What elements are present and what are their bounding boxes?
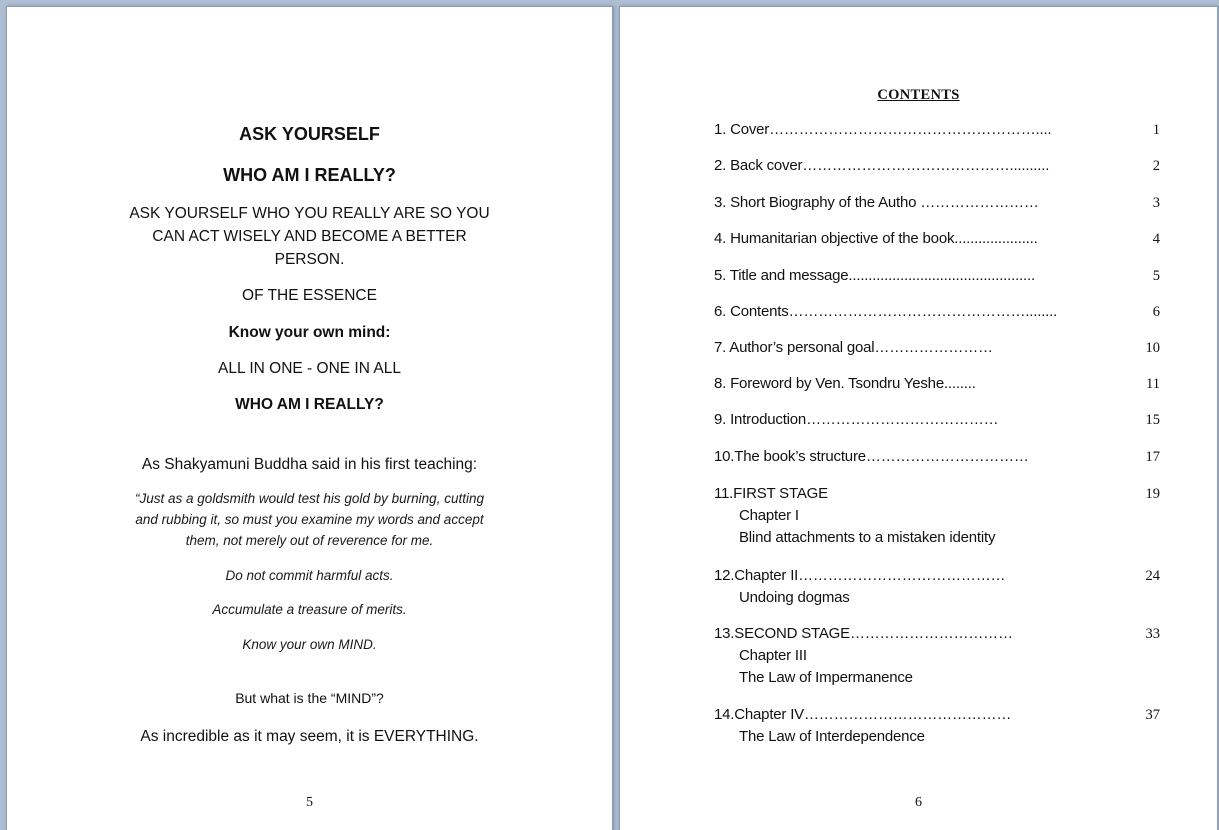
toc-subline: Blind attachments to a mistaken identity: [739, 529, 996, 546]
buddha-said-line: As Shakyamuni Buddha said in his first teaching:: [141, 456, 478, 473]
toc-item-label: Short Biography of the Autho ……………………: [730, 194, 1039, 211]
who-am-i-line: WHO AM I REALLY?: [235, 396, 384, 413]
toc-item-page: 33: [1145, 626, 1160, 642]
right-page: [619, 6, 1218, 830]
essence-line: OF THE ESSENCE: [242, 287, 377, 304]
toc-item-number: 1.: [714, 121, 727, 138]
toc-item-label: Contents…………………………………………........: [730, 303, 1058, 320]
toc-item-number: 4.: [714, 230, 727, 247]
toc-item-number: 7.: [714, 339, 727, 356]
toc-item-page: 11: [1146, 376, 1160, 392]
toc-subline: Chapter I: [739, 507, 799, 524]
toc-item-number: 2.: [714, 157, 727, 174]
toc-subline: The Law of Interdependence: [739, 728, 925, 745]
toc-item-page: 17: [1145, 449, 1160, 465]
know-mind-line: Know your own mind:: [228, 324, 391, 341]
toc-item-page: 37: [1145, 707, 1160, 723]
toc-item-number: 6.: [714, 303, 727, 320]
toc-item-page: 3: [1152, 195, 1160, 211]
toc-item-number: 10.: [714, 448, 735, 465]
toc-subline: Undoing dogmas: [739, 589, 850, 606]
toc-item-page: 19: [1145, 486, 1160, 502]
toc-subline: The Law of Impermanence: [739, 669, 913, 686]
toc-subline: Chapter III: [739, 647, 807, 664]
toc-item-label: Humanitarian objective of the book.....................: [730, 230, 1038, 247]
quote-line-1: “Just as a goldsmith would test his gold by burning, cutting: [135, 491, 484, 506]
quote-line-3: them, not merely out of reverence for me.: [185, 533, 434, 548]
toc-item-number: 8.: [714, 375, 727, 392]
toc-item-number: 11.: [714, 485, 734, 502]
toc-item-label: Author’s personal goal……………………: [729, 339, 993, 356]
contents-heading: CONTENTS: [877, 87, 960, 103]
toc-item-page: 2: [1152, 158, 1160, 174]
precept-1: Do not commit harmful acts.: [225, 568, 394, 583]
toc-item-page: 24: [1145, 568, 1160, 584]
toc-item-label: Introduction…………………………………: [730, 411, 999, 428]
toc-item-label: Title and message...............................................: [729, 267, 1035, 284]
intro-line-2: CAN ACT WISELY AND BECOME A BETTER: [152, 228, 467, 245]
left-page: [6, 6, 613, 830]
precept-2: Accumulate a treasure of merits.: [212, 602, 407, 617]
toc-item-number: 5.: [714, 267, 727, 284]
toc-item-page: 1: [1152, 122, 1160, 138]
toc-item-label: SECOND STAGE……………………………: [734, 625, 1013, 642]
quote-line-2: and rubbing it, so must you examine my words and accept: [135, 512, 484, 527]
toc-item-label: Back cover……………………………………..........: [730, 157, 1050, 174]
intro-line-1: ASK YOURSELF WHO YOU REALLY ARE SO YOU: [129, 205, 490, 222]
toc-item-number: 13.: [714, 625, 735, 642]
toc-item-page: 15: [1145, 412, 1160, 428]
toc-item-page: 6: [1152, 304, 1160, 320]
page-number-left: 5: [306, 795, 313, 810]
all-in-one-line: ALL IN ONE - ONE IN ALL: [218, 360, 401, 377]
toc-item-label: The book’s structure……………………………: [734, 448, 1029, 465]
toc-item-label: Cover………………………………………………....: [730, 121, 1052, 138]
toc-item-number: 14.: [714, 706, 735, 723]
mind-answer: As incredible as it may seem, it is EVERYTHING.: [140, 728, 479, 745]
precept-3: Know your own MIND.: [242, 637, 377, 652]
page-number-right: 6: [915, 795, 922, 810]
title-ask-yourself: ASK YOURSELF: [239, 124, 380, 144]
toc-item-number: 12.: [714, 567, 735, 584]
toc-item-label: Foreword by Ven. Tsondru Yeshe........: [730, 375, 976, 392]
title-who-am-i: WHO AM I REALLY?: [223, 165, 396, 185]
toc-item-page: 4: [1152, 231, 1160, 247]
toc-item-number: 9.: [714, 411, 727, 428]
toc-item-page: 5: [1152, 268, 1160, 284]
toc-item-label: Chapter IV……………………………………: [734, 706, 1012, 723]
intro-line-3: PERSON.: [274, 251, 345, 268]
toc-item-page: 10: [1145, 340, 1160, 356]
toc-item-label: Chapter II……………………………………: [734, 567, 1006, 584]
toc-item-label: FIRST STAGE: [733, 485, 828, 502]
toc-item-number: 3.: [714, 194, 727, 211]
mind-question: But what is the “MIND”?: [235, 690, 384, 706]
